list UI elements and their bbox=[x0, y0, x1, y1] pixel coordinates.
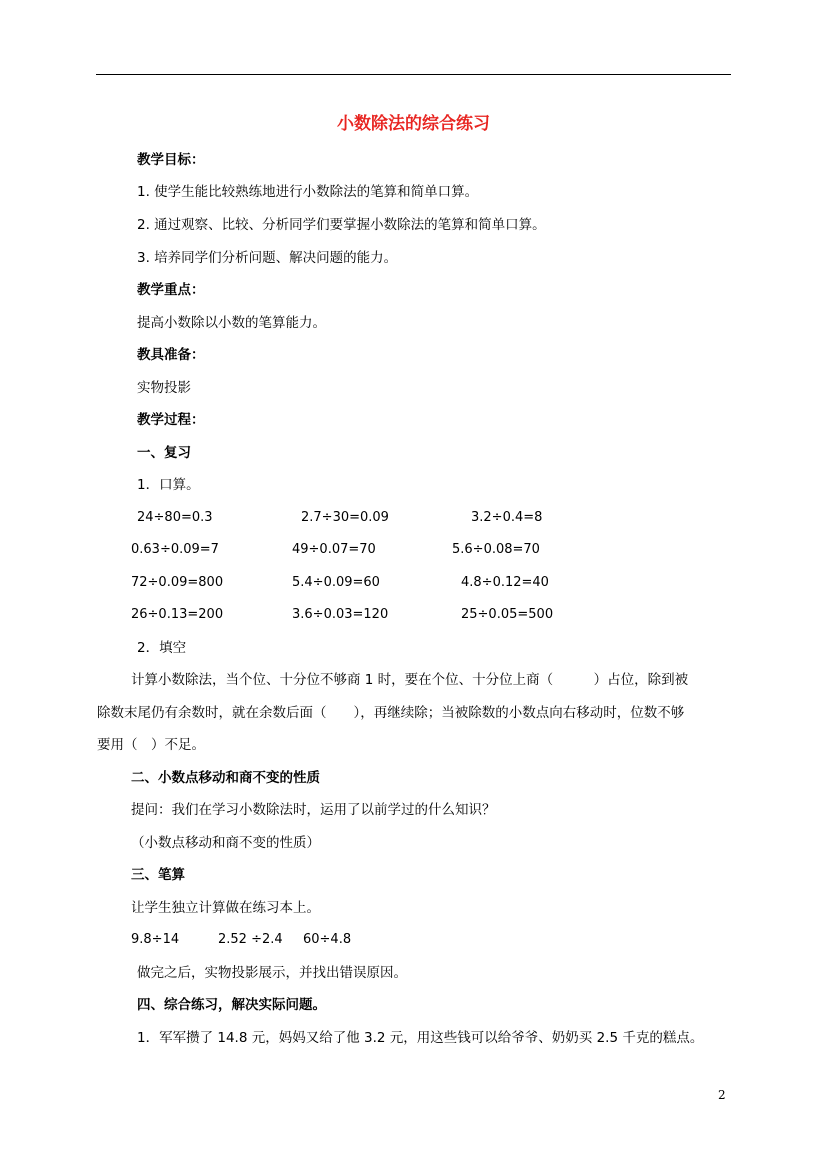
fill-blank-line-3: 要用（ ）不足。 bbox=[97, 737, 205, 753]
header-rule bbox=[96, 74, 731, 75]
oral-calc-r4c1: 26÷0.13=200 bbox=[131, 607, 224, 622]
page-number: 2 bbox=[718, 1088, 726, 1102]
section2-heading: 二、小数点移动和商不变的性质 bbox=[131, 770, 320, 786]
objective-item-3: 3. 培养同学们分析问题、解决问题的能力。 bbox=[137, 250, 398, 266]
oral-calc-r2c1: 0.63÷0.09=7 bbox=[131, 542, 219, 557]
section2-question: 提问：我们在学习小数除法时，运用了以前学过的什么知识？ bbox=[131, 802, 496, 818]
process-heading: 教学过程： bbox=[137, 412, 205, 428]
focus-text: 提高小数除以小数的笔算能力。 bbox=[137, 315, 326, 331]
focus-heading: 教学重点： bbox=[137, 282, 205, 298]
section3-instruction: 让学生独立计算做在练习本上。 bbox=[131, 900, 320, 916]
section2-answer: （小数点移动和商不变的性质） bbox=[131, 835, 320, 851]
oral-calc-r4c2: 3.6÷0.03=120 bbox=[292, 607, 389, 622]
oral-calc-r1c1: 24÷80=0.3 bbox=[137, 510, 213, 525]
oral-calc-r3c1: 72÷0.09=800 bbox=[131, 575, 224, 590]
fill-blank-line-1: 计算小数除法，当个位、十分位不够商 1 时，要在个位、十分位上商（ ）占位，除到被 bbox=[131, 672, 689, 688]
review-heading: 一、复习 bbox=[137, 445, 191, 461]
oral-calc-r4c3: 25÷0.05=500 bbox=[461, 607, 554, 622]
fill-blank-label: 2．填空 bbox=[137, 640, 187, 656]
oral-calc-r1c3: 3.2÷0.4=8 bbox=[471, 510, 543, 525]
section4-problem-1: 1．军军攒了 14.8 元，妈妈又给了他 3.2 元，用这些钱可以给爷爷、奶奶买 2.5 千克的糕点。 bbox=[137, 1030, 704, 1046]
oral-calc-label: 1．口算。 bbox=[137, 477, 200, 493]
oral-calc-r2c2: 49÷0.07=70 bbox=[292, 542, 376, 557]
objectives-heading: 教学目标： bbox=[137, 152, 205, 168]
objective-item-2: 2. 通过观察、比较、分析同学们要掌握小数除法的笔算和简单口算。 bbox=[137, 217, 546, 233]
written-problem-2: 2.52 ÷2.4 bbox=[218, 932, 283, 947]
section4-heading: 四、综合练习，解决实际问题。 bbox=[137, 997, 326, 1013]
oral-calc-r2c3: 5.6÷0.08=70 bbox=[452, 542, 540, 557]
written-problem-1: 9.8÷14 bbox=[131, 932, 180, 947]
section3-followup: 做完之后，实物投影展示，并找出错误原因。 bbox=[137, 965, 407, 981]
oral-calc-r1c2: 2.7÷30=0.09 bbox=[301, 510, 389, 525]
written-problem-3: 60÷4.8 bbox=[303, 932, 352, 947]
fill-blank-line-2: 除数末尾仍有余数时，就在余数后面（ ），再继续除；当被除数的小数点向右移动时，位数不够 bbox=[97, 705, 685, 721]
tools-heading: 教具准备： bbox=[137, 347, 205, 363]
oral-calc-r3c3: 4.8÷0.12=40 bbox=[461, 575, 549, 590]
section3-heading: 三、笔算 bbox=[131, 867, 185, 883]
objective-item-1: 1. 使学生能比较熟练地进行小数除法的笔算和简单口算。 bbox=[137, 184, 479, 200]
document-title: 小数除法的综合练习 bbox=[337, 114, 490, 134]
oral-calc-r3c2: 5.4÷0.09=60 bbox=[292, 575, 380, 590]
tools-text: 实物投影 bbox=[137, 380, 191, 396]
